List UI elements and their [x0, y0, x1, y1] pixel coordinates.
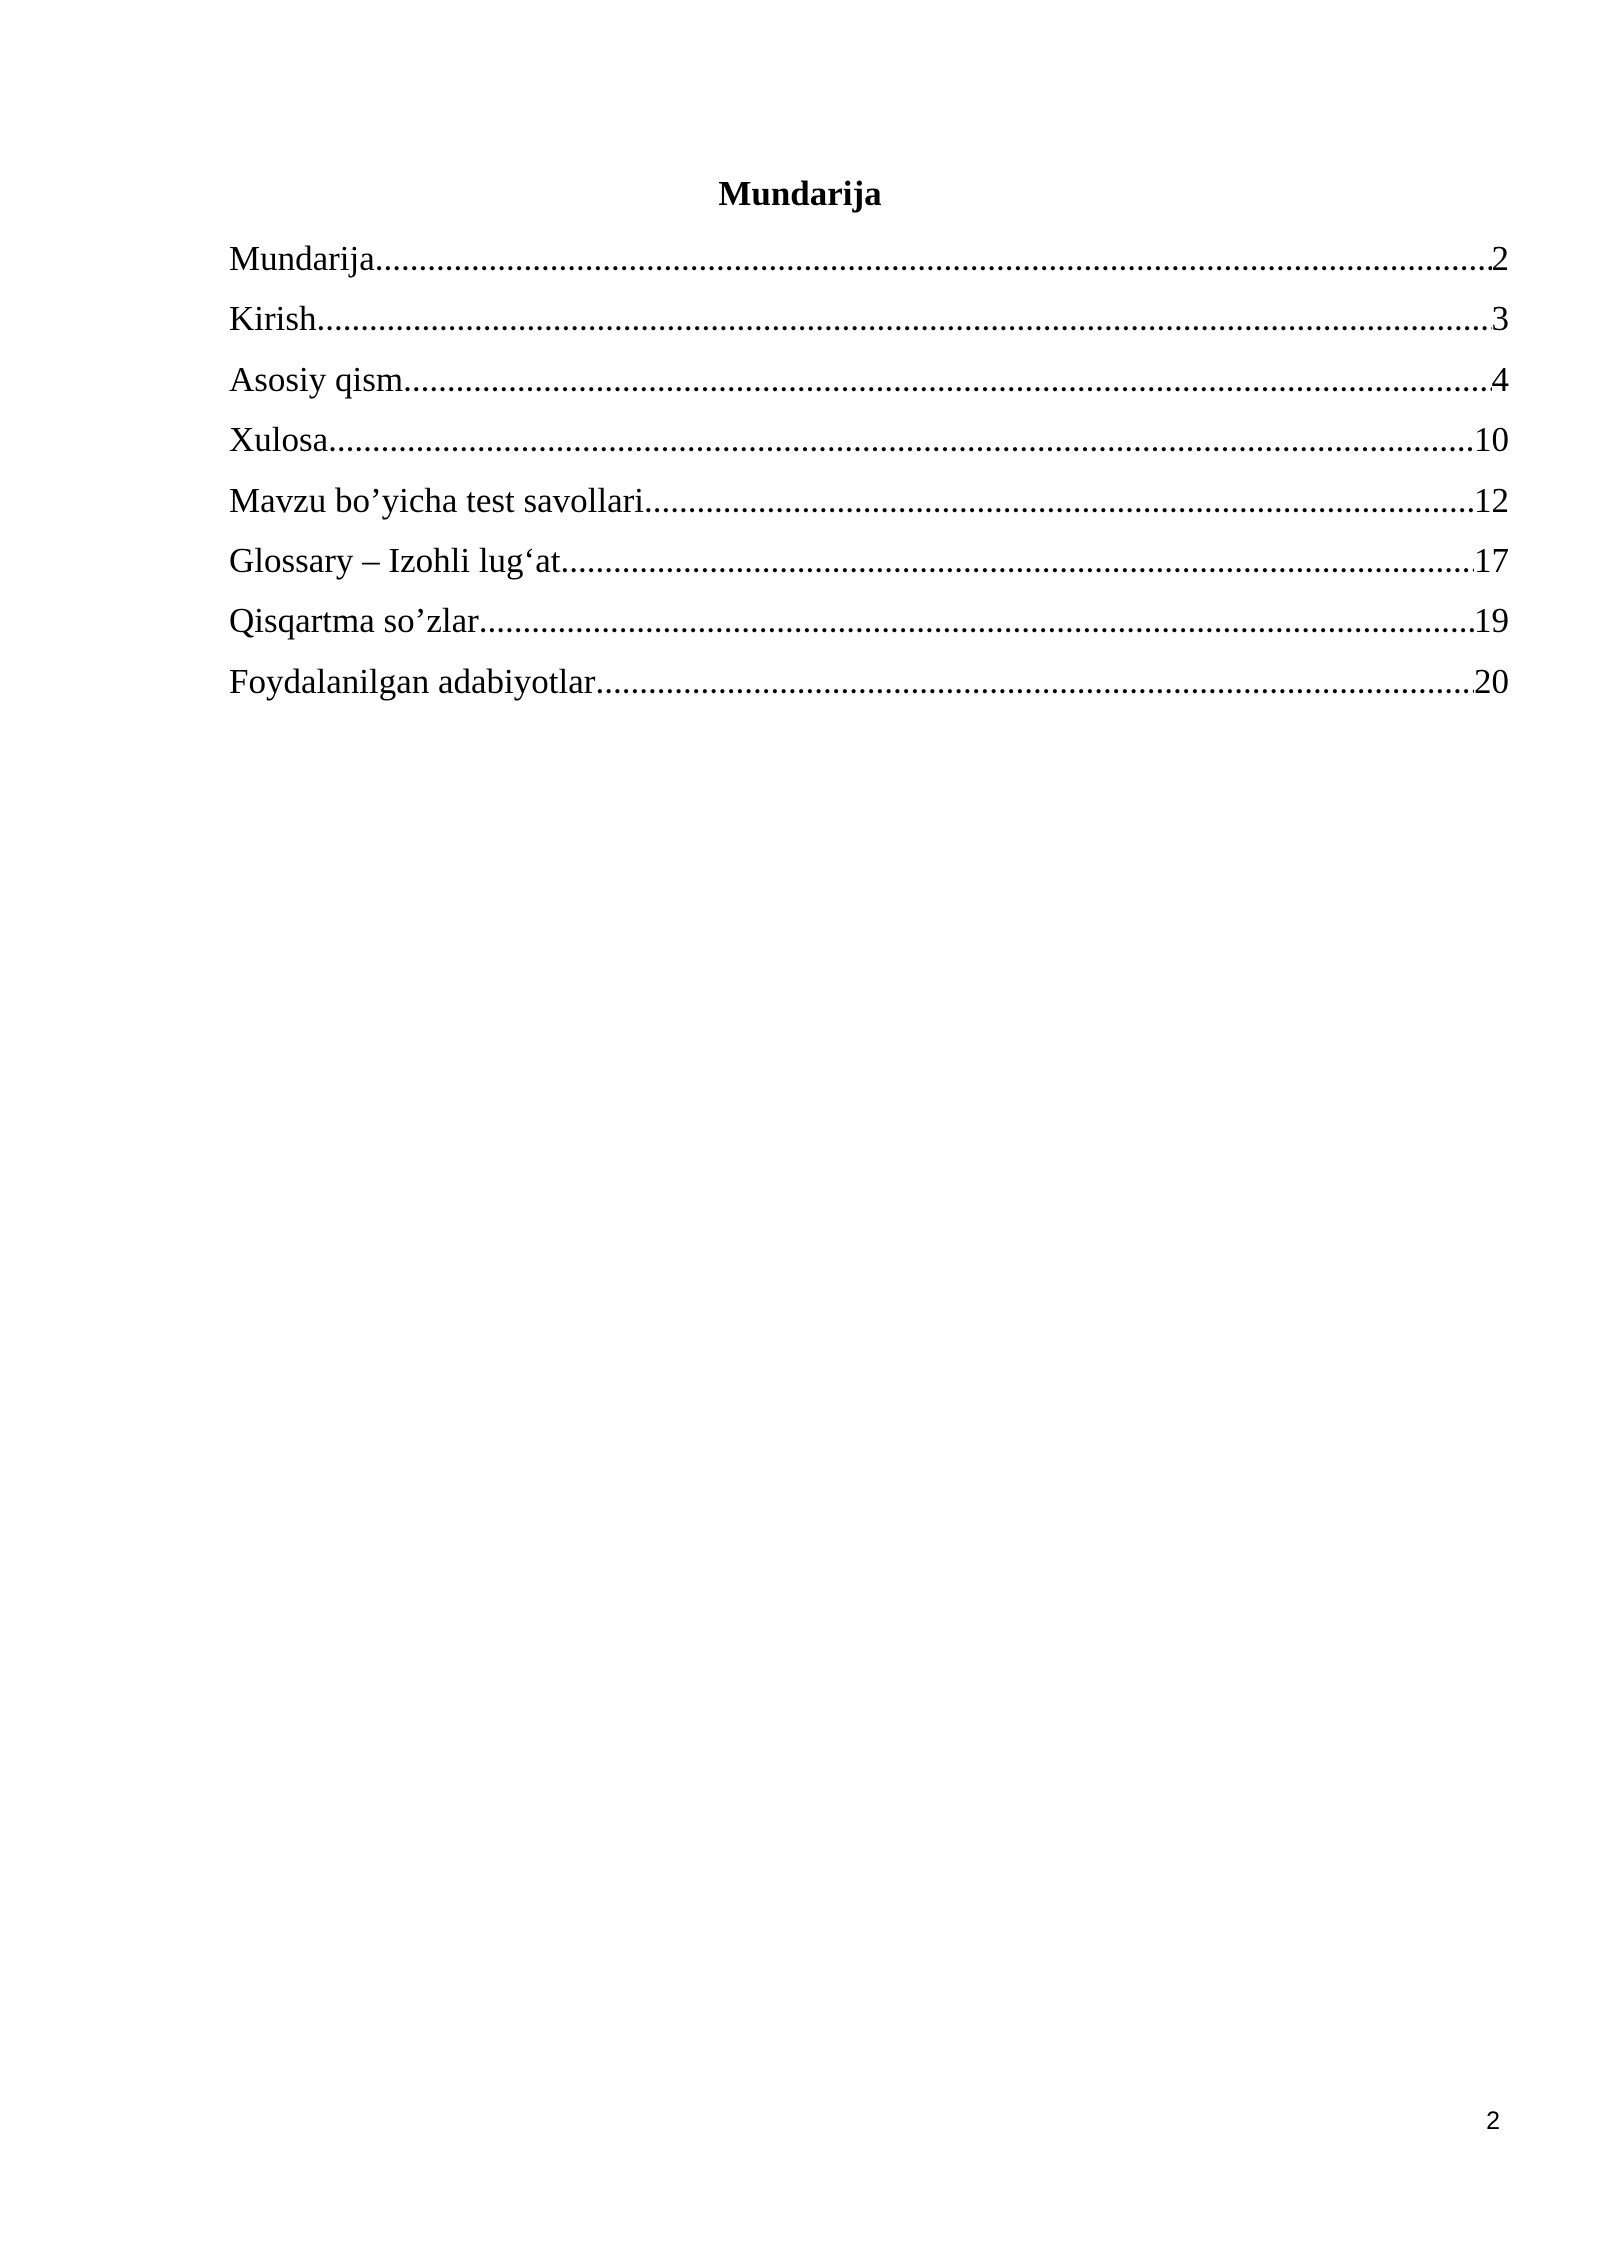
toc-entry-label: Xulosa — [229, 420, 329, 460]
toc-entry-page: 17 — [1474, 540, 1509, 580]
toc-entry-mundarija[interactable] — [229, 234, 1509, 294]
toc-entry-label: Asosiy qism — [229, 359, 404, 399]
toc-entry-label: Mundarija — [229, 239, 375, 278]
page-number: 2 — [1486, 2107, 1500, 2135]
toc-entry-xulosa[interactable] — [229, 415, 1509, 475]
toc-entry-page: 19 — [1474, 601, 1509, 641]
toc-entry-page: 2 — [1491, 239, 1509, 278]
toc-entry-test-savollari[interactable] — [229, 476, 1509, 536]
toc-entry-asosiy-qism[interactable] — [229, 355, 1509, 415]
toc-dot-leader — [560, 536, 1474, 586]
toc-dot-leader — [644, 476, 1474, 526]
toc-entry-qisqartma-sozlar[interactable] — [229, 596, 1509, 656]
toc-dot-leader — [317, 294, 1492, 344]
toc-entry-label: Glossary – Izohli lug‘at — [229, 540, 561, 580]
toc-entry-label: Foydalanilgan adabiyotlar — [229, 661, 596, 701]
toc-dot-leader — [595, 657, 1474, 707]
toc-entry-label: Qisqartma so’zlar — [229, 601, 479, 641]
toc-entry-label: Kirish — [229, 299, 317, 339]
toc-entry-page: 10 — [1474, 420, 1509, 460]
toc-dot-leader — [328, 415, 1474, 465]
toc-entry-kirish[interactable] — [229, 294, 1509, 354]
toc-entry-page: 4 — [1491, 359, 1509, 399]
toc-entry-page: 12 — [1474, 480, 1509, 520]
toc-entry-glossary[interactable] — [229, 536, 1509, 596]
toc-entry-page: 3 — [1491, 299, 1509, 339]
toc-dot-leader — [403, 355, 1491, 405]
toc-entry-page: 20 — [1474, 661, 1509, 701]
toc-title: Mundarija — [718, 174, 882, 213]
toc-dot-leader — [375, 234, 1492, 284]
toc-dot-leader — [479, 596, 1474, 646]
toc-entry-adabiyotlar[interactable] — [229, 657, 1509, 717]
table-of-contents — [229, 234, 1509, 717]
toc-entry-label: Mavzu bo’yicha test savollari — [229, 480, 645, 520]
